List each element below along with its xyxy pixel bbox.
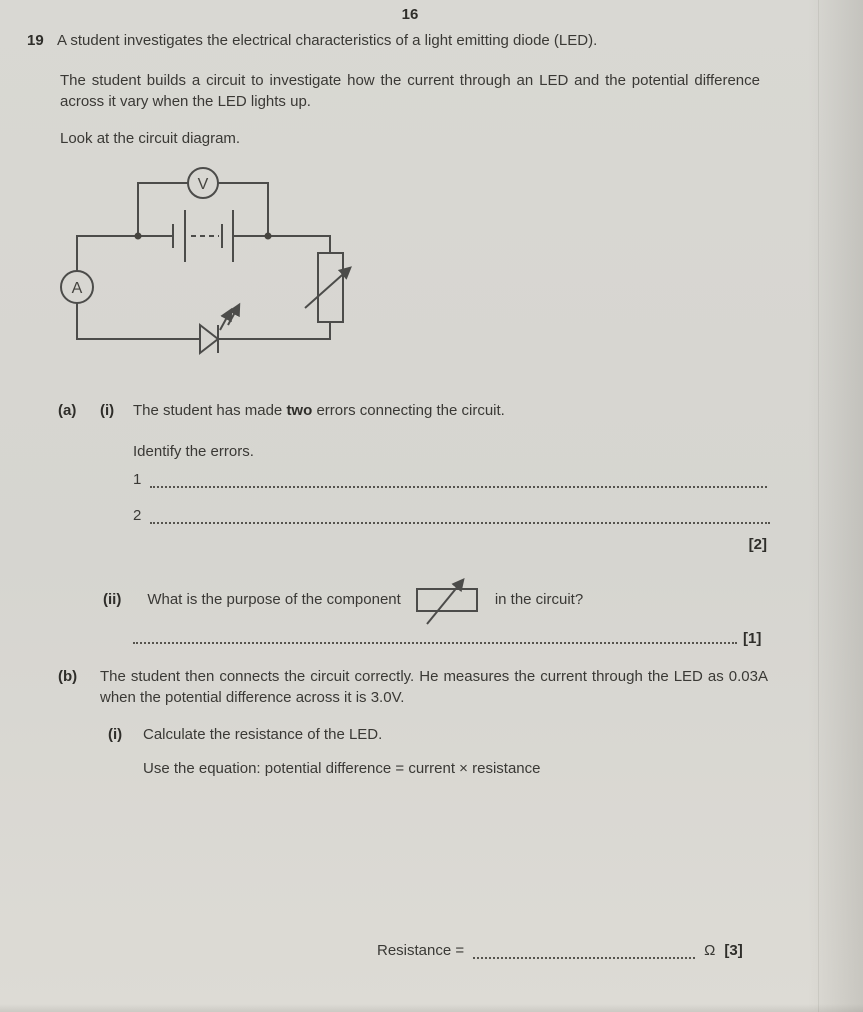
inline-resistor-arrow xyxy=(427,580,463,624)
equation-hint: Use the equation: potential difference = current × resistance xyxy=(143,760,541,777)
variable-resistor-inline-icon xyxy=(415,568,481,630)
top-left-wire xyxy=(77,236,173,271)
resistance-dotted-line xyxy=(473,942,695,959)
answer-2-dotted-line xyxy=(150,507,770,524)
question-description: The student builds a circuit to investigate how the current through an LED and the potential difference across it vary when the LED lights up. xyxy=(60,72,760,110)
part-b-description: The student then connects the circuit correctly. He measures the current through the LED as 0.03A when the potential difference across it is 3.0V. xyxy=(100,668,768,706)
answer-1-number: 1 xyxy=(133,471,142,488)
resistance-answer-label: Resistance = xyxy=(377,942,465,959)
part-b-i-label: (i) xyxy=(108,726,123,743)
part-a-ii-marks: [1] xyxy=(743,630,762,647)
part-b-i-prompt: Calculate the resistance of the LED. xyxy=(143,726,383,743)
resistance-unit: Ω xyxy=(704,942,716,959)
answer-line-2 xyxy=(133,506,770,526)
junction-dot-right xyxy=(265,233,272,240)
look-instruction: Look at the circuit diagram. xyxy=(60,130,241,147)
question-number: 19 xyxy=(27,32,44,49)
prompt-text-bold: two xyxy=(286,402,313,419)
part-a-ii-prompt-start: What is the purpose of the component xyxy=(147,590,401,608)
answer-2-number: 2 xyxy=(133,507,142,524)
part-a-label: (a) xyxy=(58,402,77,419)
part-a-ii-prompt-end: in the circuit? xyxy=(494,590,584,608)
top-right-wire xyxy=(233,236,330,253)
answer-line-1 xyxy=(133,470,767,490)
prompt-text-end: errors connecting the circuit. xyxy=(316,402,505,419)
led-light-arrow-1 xyxy=(220,310,231,330)
page-edge-shadow-right xyxy=(808,0,863,1012)
part-a-ii-answer-line xyxy=(133,626,737,644)
part-a-ii-row xyxy=(103,568,583,630)
junction-dot-left xyxy=(135,233,142,240)
circuit-diagram xyxy=(60,158,380,378)
circuit-diagram-svg xyxy=(60,158,380,378)
part-b-label: (b) xyxy=(58,668,78,685)
resistance-answer-row xyxy=(377,941,759,961)
prompt-text-start: The student has made xyxy=(133,402,283,419)
page-edge-shadow-bottom xyxy=(0,1004,863,1012)
part-a-ii-label: (ii) xyxy=(103,590,122,608)
led-diode-triangle xyxy=(200,325,218,353)
question-intro: A student investigates the electrical characteristics of a light emitting diode (LED). xyxy=(57,32,598,49)
bottom-left-wire xyxy=(77,303,200,339)
variable-resistor-icon xyxy=(318,253,343,322)
voltmeter-label: V xyxy=(197,176,209,193)
led-light-arrow-2 xyxy=(228,305,239,325)
page-crease-line xyxy=(818,0,819,1012)
ammeter-label: A xyxy=(71,280,83,297)
part-a-i-label: (i) xyxy=(100,402,115,419)
identify-errors-instruction: Identify the errors. xyxy=(133,443,254,460)
answer-1-dotted-line xyxy=(150,471,767,488)
part-a-i-marks: [2] xyxy=(748,536,767,553)
bottom-right-wire xyxy=(218,322,330,339)
part-a-i-prompt xyxy=(133,400,773,421)
part-b-i-marks: [3] xyxy=(724,942,743,959)
page-number: 16 xyxy=(401,6,419,23)
